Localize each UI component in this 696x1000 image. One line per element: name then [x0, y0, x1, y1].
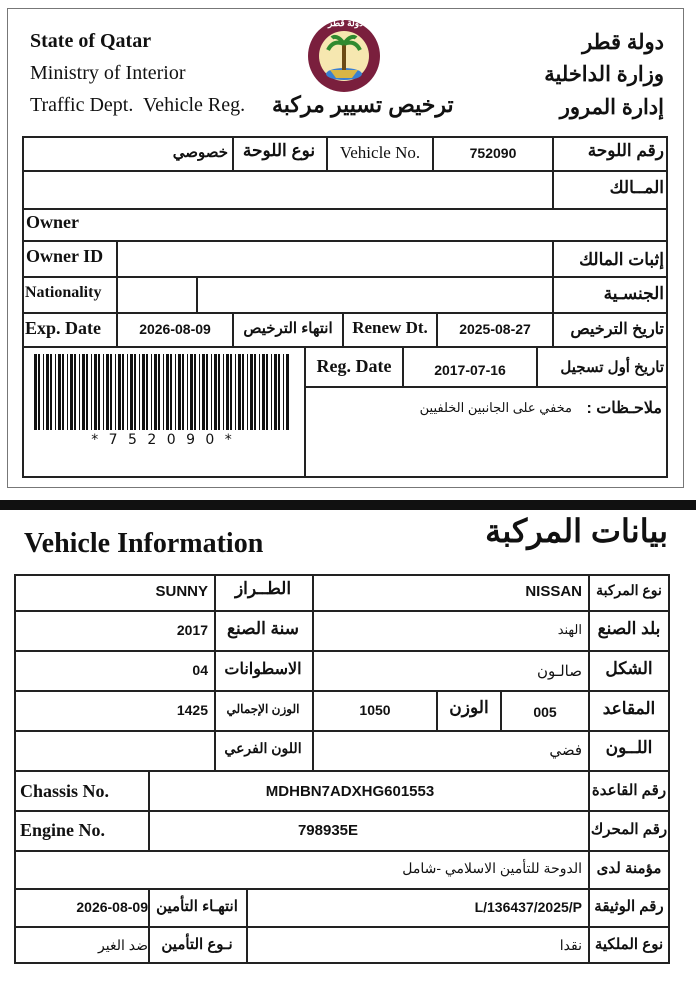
barcode-bar — [202, 354, 205, 430]
renew-date-value: 2025-08-27 — [459, 321, 531, 337]
gross-weight-label: الوزن الإجمالي — [226, 702, 300, 716]
owner-label-ar: المــالك — [609, 178, 664, 197]
barcode-bar — [86, 354, 88, 430]
ins-exp-value: 2026-08-09 — [76, 899, 148, 915]
make-value: NISSAN — [525, 583, 582, 600]
exp-date-label: Exp. Date — [25, 318, 101, 338]
barcode-bar — [106, 354, 109, 430]
cylinders-value: 04 — [192, 662, 208, 678]
barcode-bar — [175, 354, 176, 430]
notes-label: ملاحـظات : — [586, 400, 662, 417]
policy-label: رقم الوثيقة — [594, 898, 664, 915]
barcode-bar — [262, 354, 265, 430]
country-label: بلد الصنع — [597, 619, 661, 638]
insurer-value: الدوحة للتأمين الاسلامي -شامل — [402, 860, 582, 876]
barcode-bar — [154, 354, 157, 430]
reg-date-label: Reg. Date — [316, 356, 392, 376]
vehicle-no-label: Vehicle No. — [339, 143, 421, 162]
chassis-label-ar: رقم القاعدة — [591, 782, 667, 799]
year-value: 2017 — [176, 622, 208, 638]
plate-type-label: نوع اللوحة — [242, 141, 316, 160]
barcode-bar — [230, 354, 232, 430]
make-label: نوع المركبة — [596, 582, 662, 598]
barcode-bar — [70, 354, 73, 430]
row-line — [22, 170, 668, 172]
row-line — [14, 888, 670, 890]
barcode-bar — [94, 354, 97, 430]
barcode-bar — [166, 354, 169, 430]
barcode-bar — [286, 354, 289, 430]
barcode-bar — [170, 354, 172, 430]
barcode-bar — [254, 354, 256, 430]
color-value: فضي — [549, 742, 582, 759]
shape-label: الشكل — [605, 659, 653, 678]
emblem-text: دولة قطر — [328, 18, 364, 28]
row-line — [14, 850, 670, 852]
barcode-bar — [46, 354, 49, 430]
plate-type-value: خصوصي — [172, 144, 228, 161]
barcode-bar — [211, 354, 212, 430]
row-line — [14, 690, 670, 692]
ministry-ar: وزارة الداخلية — [544, 63, 664, 86]
dept-ar: إدارة المرور — [559, 96, 664, 119]
country-value: الهند — [557, 622, 582, 637]
seats-value: 005 — [533, 704, 557, 720]
row-line — [304, 386, 668, 388]
reg-date-label-ar: تاريخ أول تسجيل — [560, 359, 664, 376]
card-title-ar: ترخيص تسيير مركبة — [272, 92, 454, 117]
renew-date-label: Renew Dt. — [352, 318, 428, 337]
notes-value: مخفي على الجانبين الخلفيين — [419, 400, 572, 415]
barcode-bar — [163, 354, 164, 430]
barcode-bar — [67, 354, 68, 430]
engine-label-ar: رقم المحرك — [590, 821, 668, 838]
barcode-bar — [151, 354, 152, 430]
barcode-bar — [55, 354, 56, 430]
barcode-bar — [190, 354, 193, 430]
barcode-bar — [103, 354, 104, 430]
owner-label-en: Owner — [26, 212, 79, 232]
model-label: الطــراز — [234, 579, 292, 598]
barcode-bar — [115, 354, 116, 430]
row-line — [22, 276, 668, 278]
gross-weight-value: 1425 — [176, 702, 208, 718]
ownership-label: نوع الملكية — [594, 936, 664, 953]
state-emblem — [306, 16, 382, 96]
color-label: اللــون — [605, 738, 653, 757]
sub-color-label: اللون الفرعي — [224, 740, 302, 756]
barcode-bar — [178, 354, 181, 430]
weight-label: الوزن — [449, 698, 489, 717]
reg-date-value: 2017-07-16 — [434, 362, 506, 378]
owner-id-label-ar: إثبات المالك — [579, 250, 664, 269]
ownership-value: نقدا — [559, 937, 582, 953]
barcode-bar — [139, 354, 140, 430]
row-line — [14, 810, 670, 812]
state-en: State of Qatar — [30, 30, 152, 52]
barcode-bar — [182, 354, 184, 430]
ins-exp-label: انتهـاء التأمين — [156, 898, 238, 915]
barcode-bar — [79, 354, 80, 430]
ins-type-value: ضد الغير — [98, 937, 148, 953]
renew-date-label-ar: تاريخ الترخيص — [570, 321, 664, 338]
barcode-bar — [74, 354, 76, 430]
barcode-bar — [250, 354, 253, 430]
nationality-label-ar: الجنسـية — [603, 284, 664, 303]
barcode-bar — [259, 354, 260, 430]
dept-en: Traffic Dept. Vehicle Reg. — [30, 94, 246, 116]
barcode-bar — [199, 354, 200, 430]
shape-value: صالـون — [536, 663, 582, 680]
barcode-bar — [134, 354, 136, 430]
barcode-bar — [238, 354, 241, 430]
barcode-bar — [158, 354, 160, 430]
row-line — [14, 650, 670, 652]
row-line — [14, 770, 670, 772]
ministry-en: Ministry of Interior — [30, 62, 186, 84]
barcode-bar — [226, 354, 229, 430]
card-divider — [0, 500, 696, 510]
barcode-bar — [187, 354, 188, 430]
row-line — [14, 610, 670, 612]
weight-value: 1050 — [359, 702, 391, 718]
barcode-bar — [38, 354, 40, 430]
row-line — [22, 346, 668, 348]
chassis-label-en: Chassis No. — [20, 781, 110, 801]
barcode-bar — [218, 354, 220, 430]
barcode-bar — [98, 354, 100, 430]
barcode-bar — [235, 354, 236, 430]
barcode-text: * 7 5 2 0 9 0 * — [91, 432, 235, 448]
barcode-bar — [34, 354, 37, 430]
chassis-value: MDHBN7ADXHG601553 — [265, 783, 435, 800]
barcode-bar — [146, 354, 148, 430]
barcode — [32, 354, 294, 430]
exp-date-label-ar: انتهاء الترخيص — [243, 320, 333, 337]
engine-label-en: Engine No. — [20, 820, 106, 840]
barcode-bar — [271, 354, 272, 430]
row-line — [22, 208, 668, 210]
barcode-bar — [266, 354, 268, 430]
owner-id-label-en: Owner ID — [26, 246, 104, 266]
row-line — [22, 312, 668, 314]
barcode-bar — [127, 354, 128, 430]
barcode-bar — [58, 354, 61, 430]
barcode-bar — [122, 354, 124, 430]
barcode-bar — [274, 354, 277, 430]
barcode-bar — [223, 354, 224, 430]
nationality-label-en: Nationality — [25, 284, 102, 301]
seats-label: المقاعد — [602, 699, 656, 718]
col-line — [196, 276, 198, 312]
plate-no-label: رقم اللوحة — [587, 141, 664, 160]
year-label: سنة الصنع — [226, 619, 300, 638]
barcode-bar — [283, 354, 284, 430]
barcode-bar — [206, 354, 208, 430]
vehicle-title-en: Vehicle Information — [24, 528, 264, 559]
engine-value: 798935E — [297, 822, 359, 839]
barcode-bar — [91, 354, 92, 430]
row-line — [14, 730, 670, 732]
policy-value: L/136437/2025/P — [474, 899, 582, 915]
barcode-bar — [242, 354, 244, 430]
state-ar: دولة قطر — [582, 31, 664, 54]
barcode-bar — [43, 354, 44, 430]
vehicle-title-ar: بيانات المركبة — [485, 513, 668, 549]
exp-date-value: 2026-08-09 — [139, 321, 211, 337]
plate-no-value: 752090 — [469, 145, 517, 161]
model-value: SUNNY — [155, 583, 208, 600]
barcode-bar — [118, 354, 121, 430]
barcode-bar — [130, 354, 133, 430]
barcode-bar — [247, 354, 248, 430]
barcode-bar — [110, 354, 112, 430]
ins-type-label: نـوع التأمين — [161, 936, 233, 953]
row-line — [14, 926, 670, 928]
row-line — [22, 240, 668, 242]
cylinders-label: الاسطوانات — [224, 661, 302, 678]
insurer-label: مؤمنة لدى — [596, 860, 662, 877]
barcode-bar — [214, 354, 217, 430]
barcode-bar — [142, 354, 145, 430]
barcode-bar — [194, 354, 196, 430]
barcode-bar — [62, 354, 64, 430]
barcode-bar — [82, 354, 85, 430]
barcode-bar — [50, 354, 52, 430]
barcode-bar — [278, 354, 280, 430]
